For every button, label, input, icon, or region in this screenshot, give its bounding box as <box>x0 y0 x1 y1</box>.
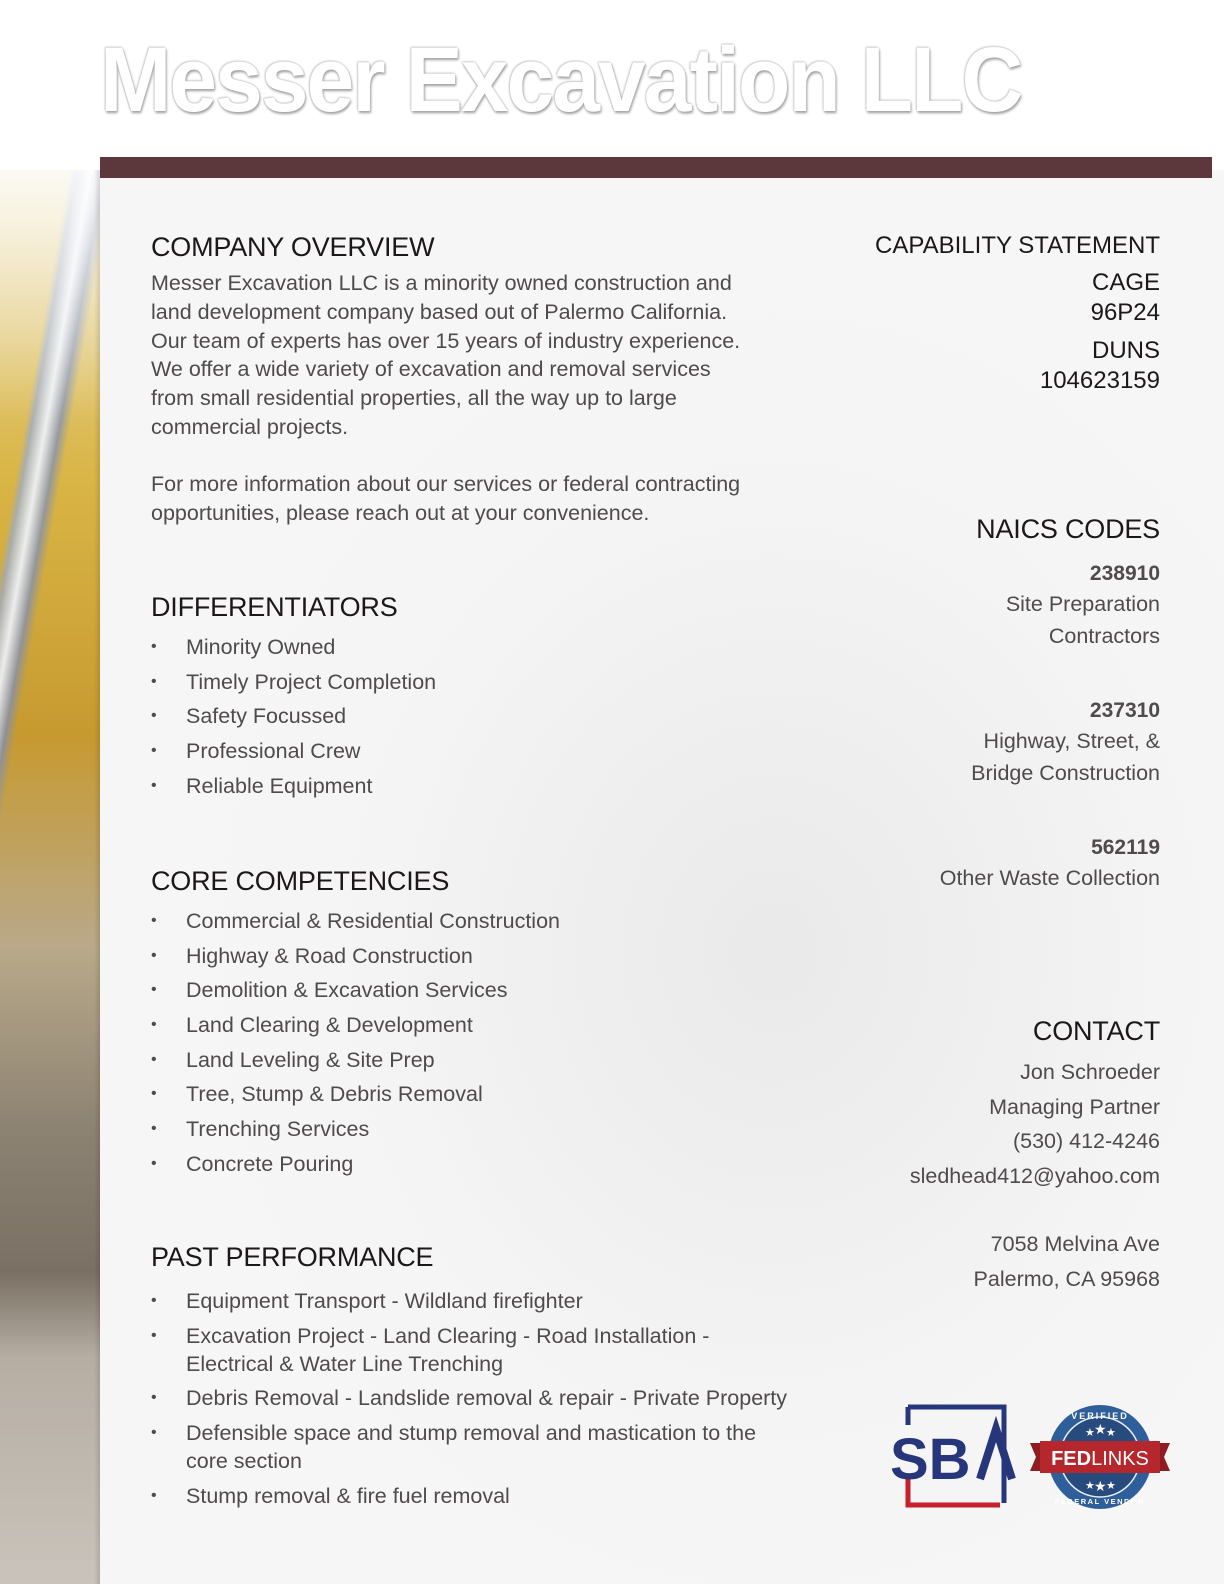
naics-entry <box>940 696 1160 789</box>
header-bar <box>100 157 1212 178</box>
list-item: • Defensible space and stump removal and mastication to the core section <box>151 1419 871 1475</box>
list-item: • Reliable Equipment <box>151 772 831 800</box>
naics-code: 238910 <box>1089 562 1160 585</box>
contact-address-line2: Palermo, CA 95968 <box>973 1266 1160 1291</box>
list-item: • Demolition & Excavation Services <box>151 976 831 1004</box>
past-performance-section <box>151 1242 871 1516</box>
naics-description: Site Preparation <box>1005 592 1160 616</box>
naics-codes-section <box>940 514 1160 895</box>
list-item: • Land Leveling & Site Prep <box>151 1046 831 1074</box>
naics-description: Other Waste Collection <box>939 866 1160 890</box>
company-overview-section <box>151 232 831 527</box>
differentiators-section <box>151 592 831 806</box>
company-overview-heading: COMPANY OVERVIEW <box>151 232 435 262</box>
list-item: • Tree, Stump & Debris Removal <box>151 1080 831 1108</box>
naics-code: 562119 <box>1091 836 1160 859</box>
overview-line: Our team of experts has over 15 years of industry experience. <box>151 328 741 353</box>
svg-text:FEDERAL VENDOR: FEDERAL VENDOR <box>1054 1497 1146 1506</box>
excavator-photo-strip <box>0 170 100 1584</box>
core-competencies-list <box>151 907 831 1178</box>
naics-description: Highway, Street, & <box>983 729 1160 753</box>
list-item: • Debris Removal - Landslide removal & repair - Private Property <box>151 1384 871 1412</box>
contact-heading: CONTACT <box>1032 1016 1160 1046</box>
naics-code: 237310 <box>1089 699 1160 722</box>
svg-text:FEDLINKS: FEDLINKS <box>1051 1448 1149 1470</box>
overview-closing-line: For more information about our services or federal contracting <box>151 471 741 496</box>
list-item: • Commercial & Residential Construction <box>151 907 831 935</box>
capability-statement-section <box>875 232 1160 396</box>
core-competencies-section <box>151 866 831 1185</box>
overview-line: Messer Excavation LLC is a minority owned construction and <box>151 271 732 295</box>
overview-closing-paragraph <box>151 470 831 528</box>
duns-value: 104623159 <box>1039 367 1160 394</box>
list-item: • Land Clearing & Development <box>151 1011 831 1039</box>
overview-line: commercial projects. <box>151 414 349 439</box>
list-item: • Professional Crew <box>151 737 831 765</box>
past-performance-list <box>151 1287 871 1510</box>
overview-paragraph <box>151 269 831 442</box>
contact-title: Managing Partner <box>989 1094 1160 1119</box>
differentiators-heading: DIFFERENTIATORS <box>151 592 398 622</box>
naics-description: Bridge Construction <box>971 760 1160 785</box>
cage-label: CAGE <box>1091 269 1160 296</box>
naics-entry <box>940 559 1160 652</box>
overview-line: from small residential properties, all the way up to large <box>151 386 677 411</box>
svg-text:★: ★ <box>1106 1480 1116 1492</box>
list-item: • Minority Owned <box>151 633 831 661</box>
svg-text:★: ★ <box>1094 1478 1107 1494</box>
list-item: • Highway & Road Construction <box>151 942 831 970</box>
list-item: • Stump removal & fire fuel removal <box>151 1482 871 1510</box>
naics-entry <box>940 833 1160 895</box>
company-title: Messer Excavation LLC <box>100 29 1022 131</box>
list-item: • Excavation Project - Land Clearing - Road Installation - Electrical & Water Line Trenching <box>151 1322 871 1378</box>
svg-text:★: ★ <box>1106 1427 1116 1439</box>
svg-text:VERIFIED: VERIFIED <box>1071 1411 1129 1421</box>
naics-description: Contractors <box>1048 623 1160 648</box>
overview-closing-line: opportunities, please reach out at your convenience. <box>151 500 650 525</box>
duns-label: DUNS <box>1091 337 1160 364</box>
contact-name: Jon Schroeder <box>1020 1060 1160 1084</box>
overview-line: land development company based out of Palermo California. <box>151 299 728 324</box>
svg-text:★: ★ <box>1085 1427 1095 1439</box>
svg-text:SB: SB <box>890 1427 971 1492</box>
list-item: • Timely Project Completion <box>151 668 831 696</box>
naics-codes-heading: NAICS CODES <box>976 514 1160 544</box>
past-performance-heading: PAST PERFORMANCE <box>151 1242 434 1272</box>
fedlinks-verified-badge-icon <box>1030 1403 1170 1511</box>
contact-email[interactable]: sledhead412@yahoo.com <box>909 1163 1160 1188</box>
sba-logo-icon <box>888 1403 1023 1511</box>
overview-line: We offer a wide variety of excavation and removal services <box>151 357 711 382</box>
contact-phone[interactable]: (530) 412-4246 <box>1012 1129 1160 1153</box>
svg-text:★: ★ <box>1094 1421 1107 1437</box>
list-item: • Trenching Services <box>151 1115 831 1143</box>
cage-value: 96P24 <box>1090 299 1160 326</box>
list-item: • Concrete Pouring <box>151 1150 831 1178</box>
contact-section <box>910 1016 1160 1296</box>
svg-text:★: ★ <box>1085 1480 1095 1492</box>
contact-address-line1: 7058 Melvina Ave <box>990 1232 1160 1256</box>
certification-logos <box>888 1403 1168 1513</box>
core-competencies-heading: CORE COMPETENCIES <box>151 866 450 896</box>
list-item: • Safety Focussed <box>151 702 831 730</box>
capability-statement-heading: CAPABILITY STATEMENT <box>875 232 1160 259</box>
list-item: • Equipment Transport - Wildland firefighter <box>151 1287 871 1315</box>
differentiators-list <box>151 633 831 800</box>
